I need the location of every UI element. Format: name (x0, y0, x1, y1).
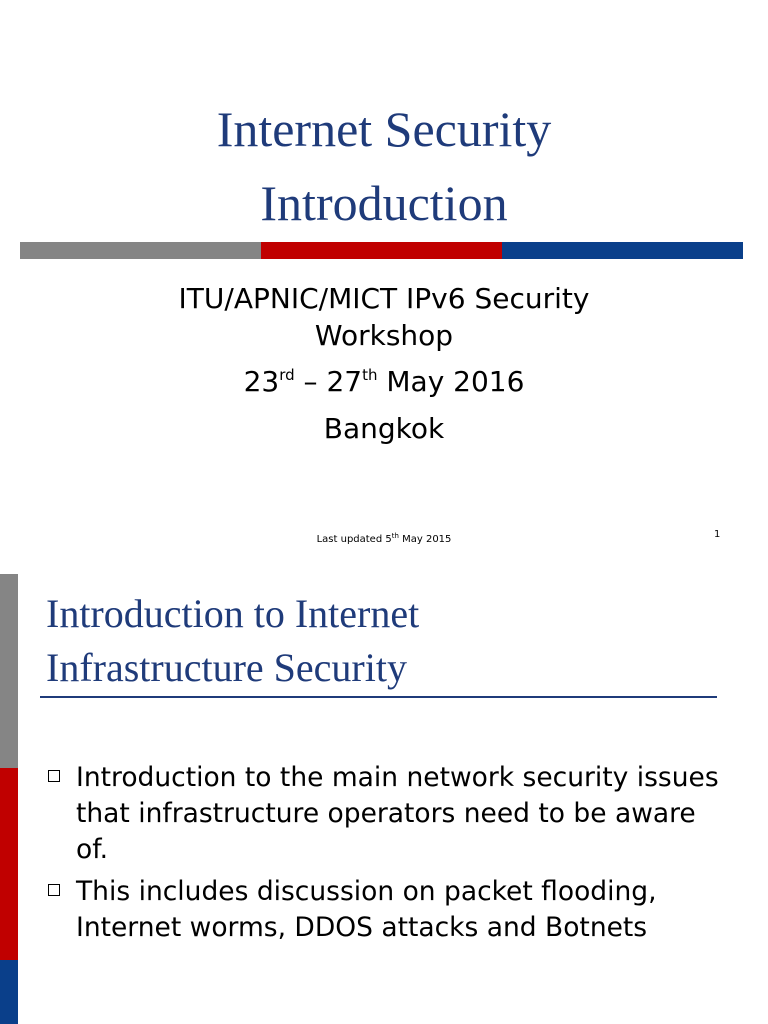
hollow-square-bullet-icon (48, 770, 60, 782)
workshop-name-line-1: ITU/APNIC/MICT IPv6 Security (178, 282, 590, 315)
date-dash: – (294, 365, 327, 398)
date-month-year: May 2016 (377, 365, 525, 398)
divider-gray-segment (20, 242, 261, 259)
title-underline (40, 696, 717, 698)
slide-title-line-1: Internet Security (216, 101, 552, 157)
slide-title-line-1: Introduction to Internet (46, 591, 420, 636)
date-end-suffix: th (362, 366, 378, 384)
footer-rest: May 2015 (398, 534, 452, 545)
bullet-text: Introduction to the main network security issues that infrastructure operators need to be aware of. (76, 762, 719, 865)
workshop-dates (0, 365, 768, 398)
page-number: 1 (714, 529, 721, 540)
slide-title-line-2: Introduction (260, 175, 508, 231)
last-updated-footer (0, 532, 768, 545)
content-slide (0, 574, 768, 1024)
side-bar-blue-segment (0, 960, 18, 1024)
date-start-day: 23 (243, 365, 280, 398)
divider-blue-segment (502, 242, 743, 259)
hollow-square-bullet-icon (48, 884, 60, 896)
side-bar-red-segment (0, 768, 18, 960)
workshop-city: Bangkok (323, 412, 445, 445)
footer-prefix: Last updated 5 (316, 534, 392, 545)
date-end-day: 27 (326, 365, 363, 398)
side-bar-gray-segment (0, 574, 18, 768)
footer-suffix: th (391, 532, 399, 540)
workshop-name-line-2: Workshop (314, 319, 454, 352)
slide-title-line-2: Infrastructure Security (46, 645, 407, 690)
divider-red-segment (261, 242, 502, 259)
date-start-suffix: rd (279, 366, 295, 384)
bullet-text: This includes discussion on packet flooding, Internet worms, DDOS attacks and Botnets (76, 876, 657, 943)
